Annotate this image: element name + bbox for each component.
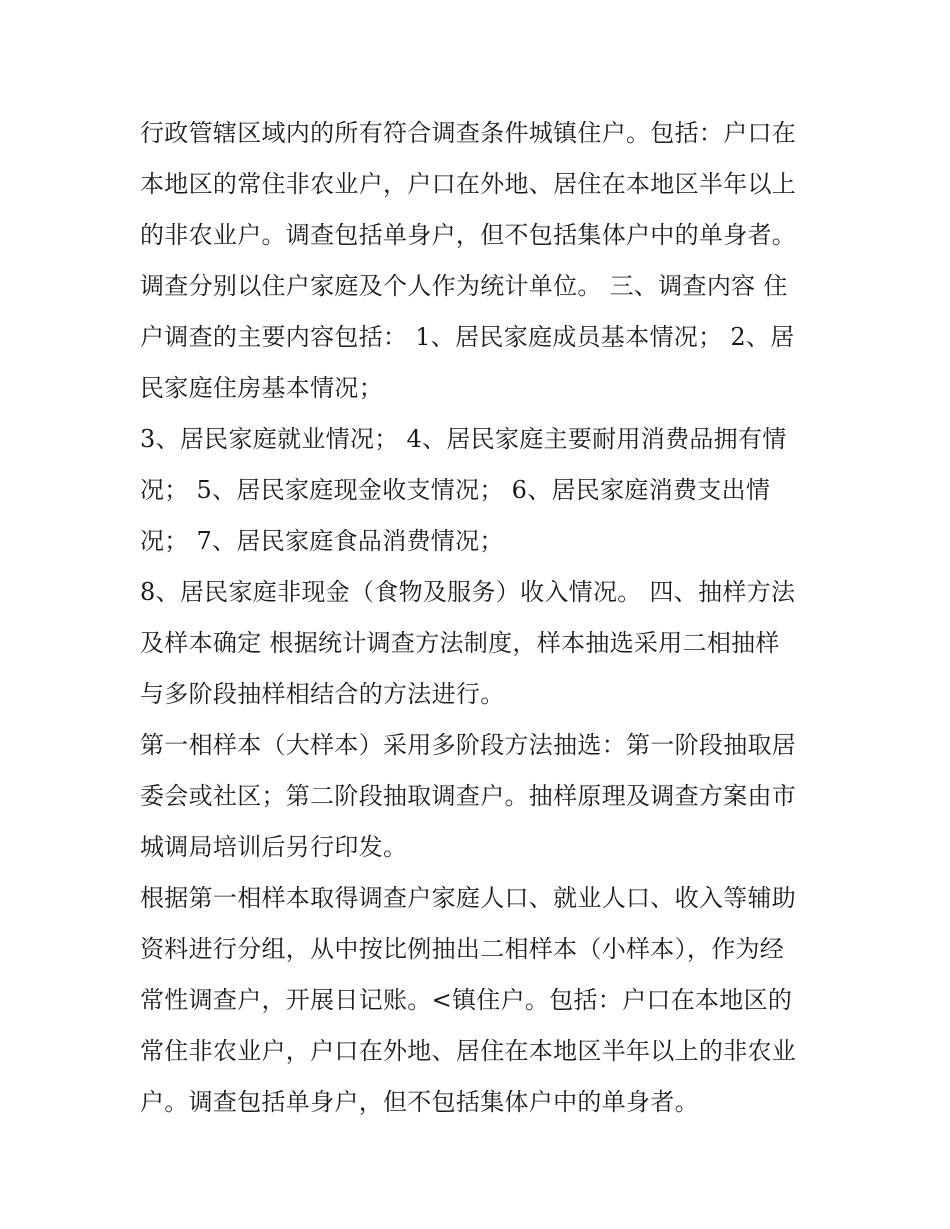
text-line: 调查分别以住户家庭及个人作为统计单位。 三、调查内容 住 — [140, 272, 788, 300]
text-line: 户。调查包括单身户，但不包括集体户中的单身者。 — [140, 1088, 699, 1116]
text-line: 与多阶段抽样相结合的方法进行。 — [140, 680, 505, 708]
text-line: 8、居民家庭非现金（食物及服务）收入情况。 四、抽样方法 — [140, 578, 796, 606]
document-page — [140, 108, 830, 1128]
text-line: 城调局培训后另行印发。 — [140, 833, 408, 861]
text-line: 常性调查户，开展日记账。<镇住户。包括：户口在本地区的 — [140, 986, 793, 1014]
text-line: 本地区的常住非农业户，户口在外地、居住在本地区半年以上 — [140, 170, 797, 198]
text-line: 况； 7、居民家庭食品消费情况； — [140, 527, 504, 555]
text-line: 行政管辖区域内的所有符合调查条件城镇住户。包括：户口在 — [140, 119, 797, 147]
text-line: 根据第一相样本取得调查户家庭人口、就业人口、收入等辅助 — [140, 884, 797, 912]
text-line: 况； 5、居民家庭现金收支情况； 6、居民家庭消费支出情 — [140, 476, 771, 504]
text-line: 的非农业户。调查包括单身户，但不包括集体户中的单身者。 — [140, 221, 797, 249]
text-line: 常住非农业户，户口在外地、居住在本地区半年以上的非农业 — [140, 1037, 797, 1065]
text-line: 户调查的主要内容包括： 1、居民家庭成员基本情况； 2、居 — [140, 323, 795, 351]
text-line: 委会或社区；第二阶段抽取调查户。抽样原理及调查方案由市 — [140, 782, 797, 810]
text-line: 及样本确定 根据统计调查方法制度，样本抽选采用二相抽样 — [140, 629, 780, 657]
text-line: 第一相样本（大样本）采用多阶段方法抽选：第一阶段抽取居 — [140, 731, 797, 759]
text-line: 民家庭住房基本情况； — [140, 374, 383, 402]
text-line: 资料进行分组，从中按比例抽出二相样本（小样本），作为经 — [140, 935, 785, 963]
text-line: 3、居民家庭就业情况； 4、居民家庭主要耐用消费品拥有情 — [140, 425, 787, 453]
